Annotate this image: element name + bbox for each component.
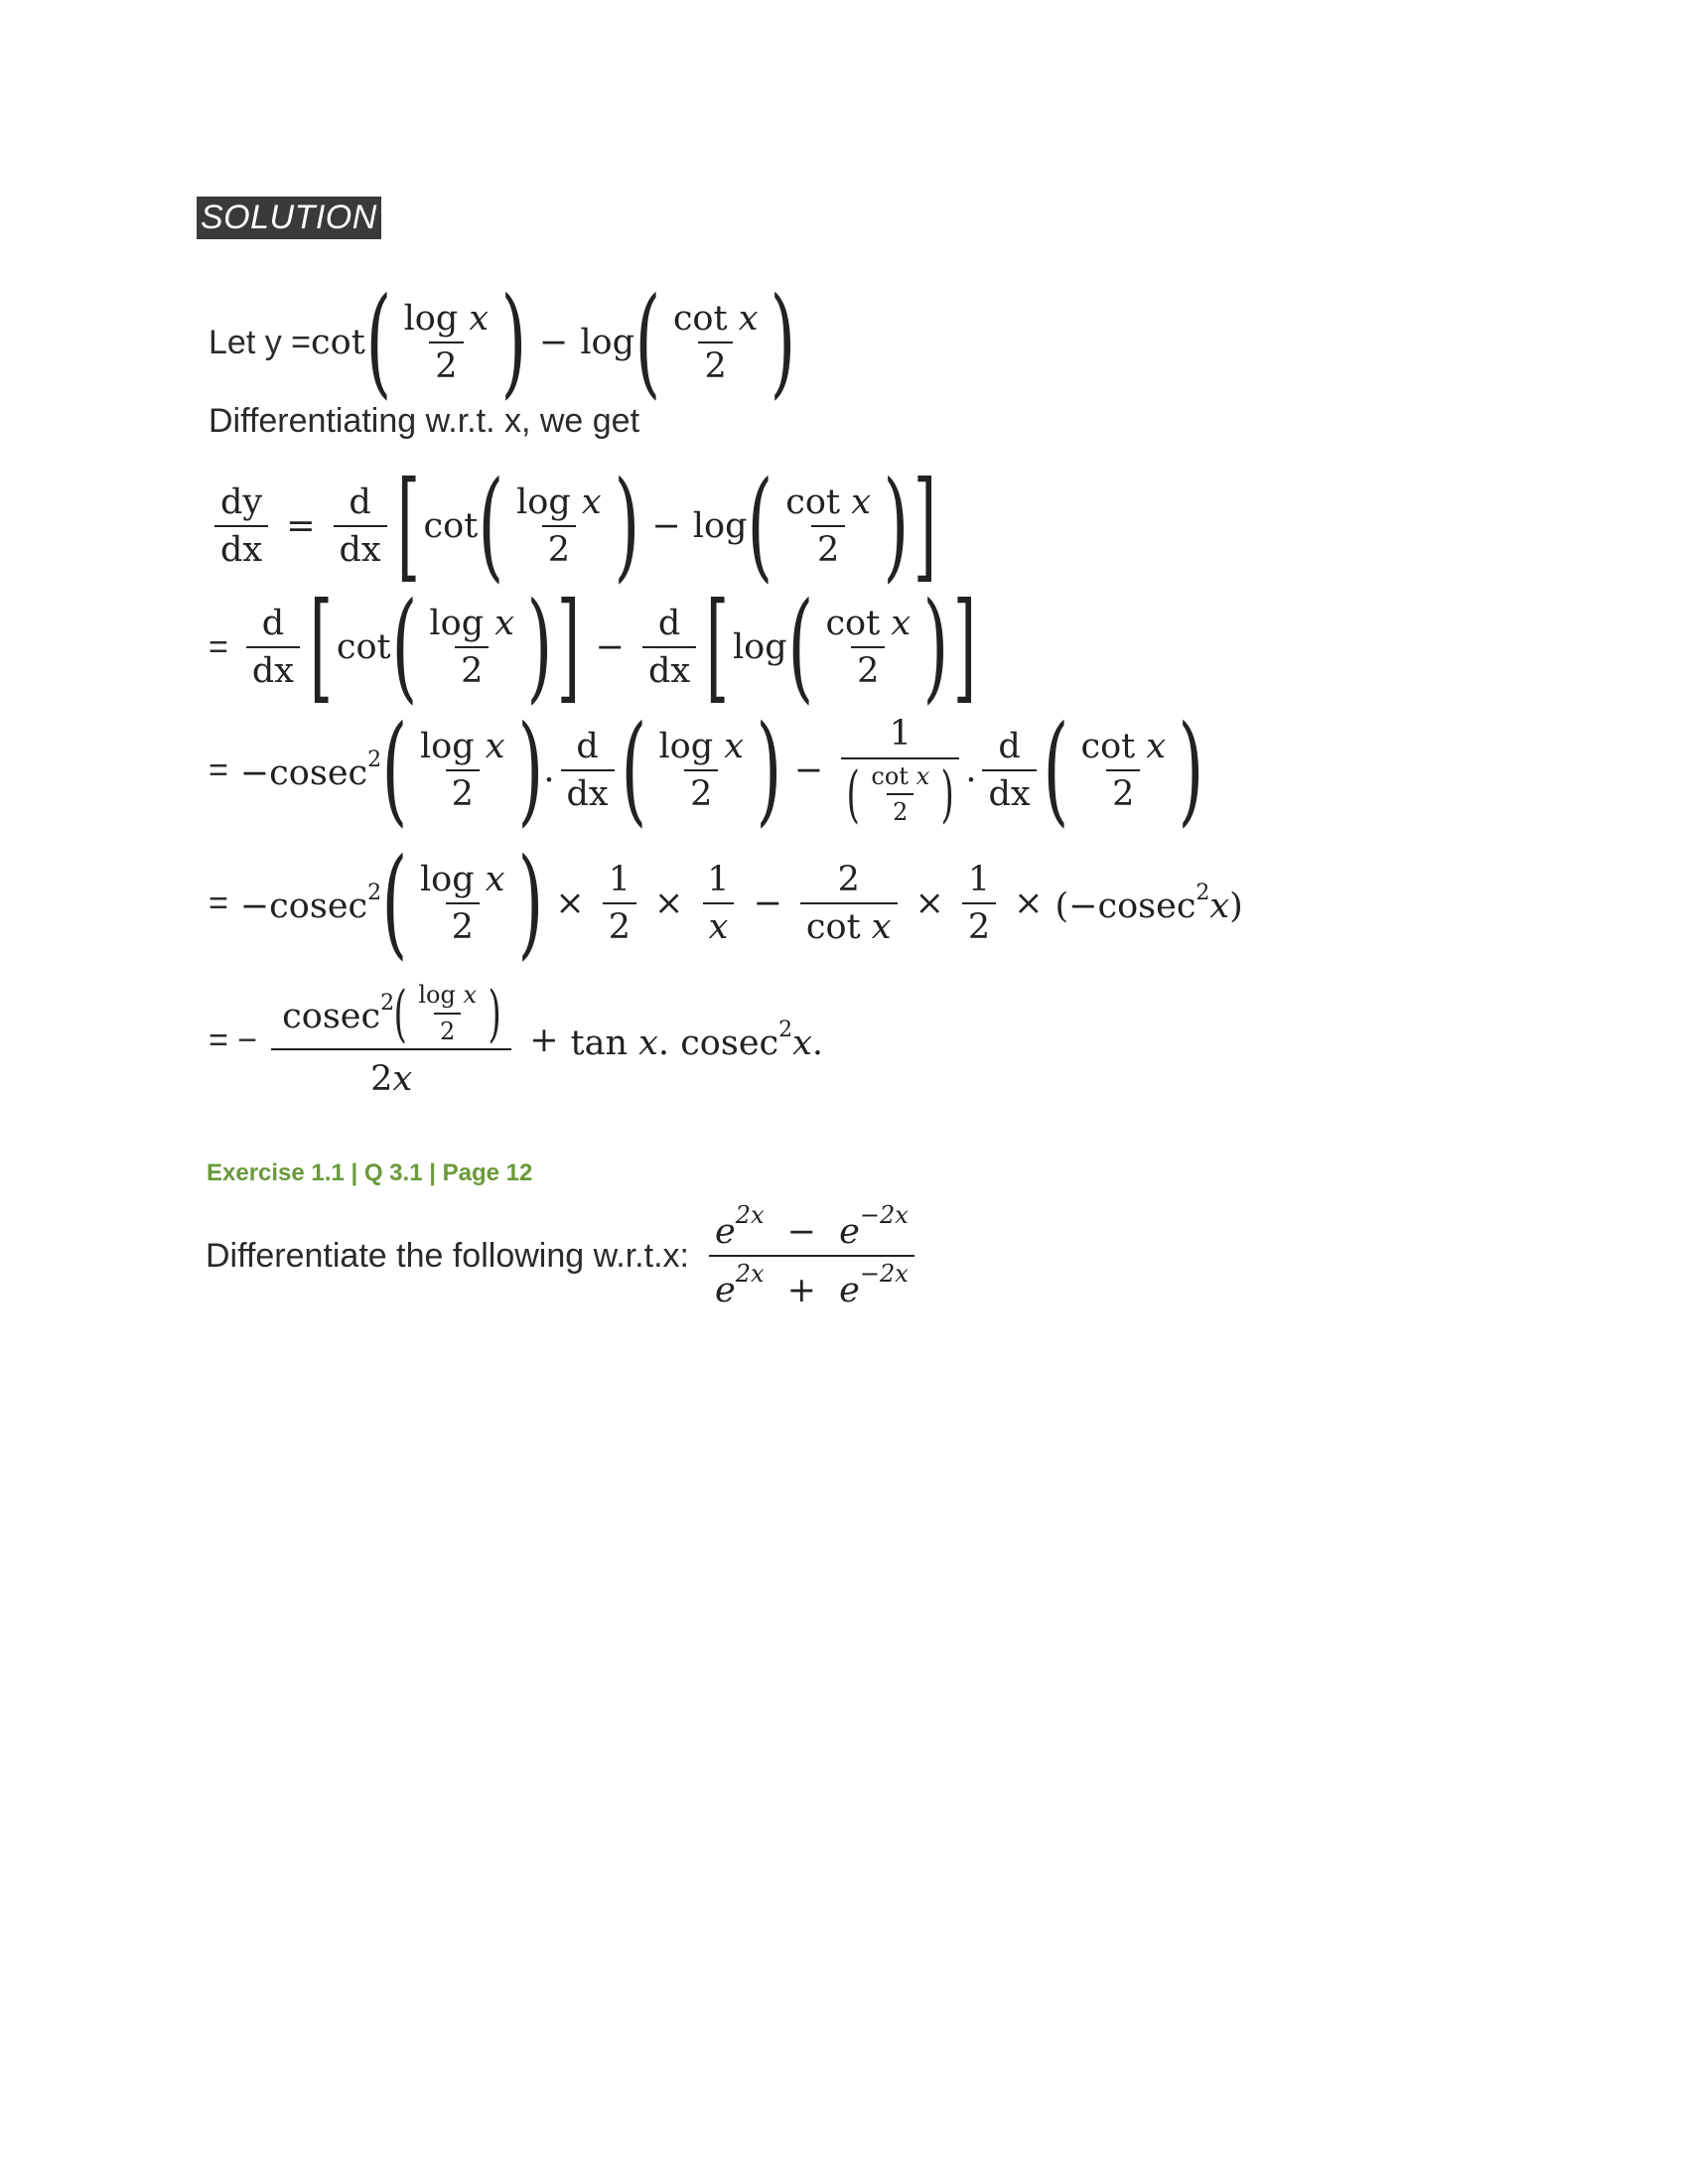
right-paren: ) bbox=[526, 578, 553, 716]
tan-cosec-term: tan x. cosec$^2$x. bbox=[570, 1018, 824, 1063]
fraction-1-over-x: $\frac{1}{x}$ bbox=[701, 861, 735, 947]
right-paren: ) bbox=[517, 701, 543, 839]
minus-sign: − bbox=[538, 323, 569, 362]
exercise-reference: Exercise 1.1 | Q 3.1 | Page 12 bbox=[207, 1160, 533, 1186]
fraction-logx-over-2: $\frac{\text{log x}}{2}$ bbox=[516, 481, 602, 570]
right-paren: ) bbox=[883, 457, 910, 595]
fraction-logx-over-2: $\frac{\text{log x}}{2}$ bbox=[429, 603, 514, 691]
left-bracket: [ bbox=[396, 457, 420, 595]
equation-split-derivative bbox=[209, 578, 980, 716]
fraction-1-over-2: $\frac{1}{2}$ bbox=[962, 861, 996, 947]
right-paren: ) bbox=[500, 273, 527, 411]
right-paren: ) bbox=[1178, 701, 1204, 839]
equation-product bbox=[209, 834, 1243, 972]
left-paren: ( bbox=[478, 457, 504, 595]
right-bracket: ] bbox=[952, 578, 977, 716]
dot-operator: . bbox=[543, 751, 555, 790]
left-bracket: [ bbox=[705, 578, 730, 716]
fraction-logx-over-2: $\frac{\text{log x}}{2}$ bbox=[419, 726, 505, 814]
minus-sign: − bbox=[651, 506, 681, 546]
fraction-d-dx: $\frac{d}{dx}$ bbox=[561, 728, 615, 814]
log-fn: log bbox=[732, 627, 787, 667]
equals-sign: = bbox=[286, 506, 316, 546]
right-paren: ) bbox=[614, 457, 639, 595]
fraction-logx-over-2: $\frac{\text{log x}}{2}$ bbox=[419, 859, 505, 947]
cot-fn: cot bbox=[336, 627, 391, 667]
fraction-logx-over-2: $\frac{\text{log x}}{2}$ bbox=[403, 298, 490, 386]
left-bracket: [ bbox=[309, 578, 334, 716]
left-paren: ( bbox=[787, 578, 813, 716]
minus-sign: − bbox=[793, 751, 824, 790]
right-bracket: ] bbox=[556, 578, 580, 716]
log-fn: log bbox=[692, 506, 748, 546]
fraction-cotx-over-2: $\frac{\text{cot x}}{2}$ bbox=[672, 298, 759, 386]
differentiating-text: Differentiating w.r.t. x, we get bbox=[209, 401, 640, 440]
fraction-dy-dx: $\frac{dy}{dx}$ bbox=[214, 483, 268, 570]
left-paren: ( bbox=[748, 457, 774, 595]
equation-let-y bbox=[209, 273, 796, 411]
times-sign: × bbox=[914, 884, 944, 923]
left-paren: ( bbox=[381, 701, 408, 839]
left-paren: ( bbox=[365, 273, 392, 411]
neg-cosec: −cosec$^2$ bbox=[239, 748, 382, 793]
fraction-result: cosec$^2$ ( $\frac{\text{log x}}{2}$ ) 2x bbox=[271, 982, 511, 1098]
equation-dy-dx bbox=[209, 457, 940, 595]
right-paren: ) bbox=[922, 578, 949, 716]
fraction-1-over-2: $\frac{1}{2}$ bbox=[603, 861, 636, 947]
fraction-d-dx: $\frac{d}{dx}$ bbox=[642, 605, 696, 691]
neg-cosec-squared-x: (−cosec$^2$x) bbox=[1055, 881, 1243, 926]
left-paren: ( bbox=[621, 701, 646, 839]
plus-sign: + bbox=[529, 1021, 559, 1060]
neg-cosec: −cosec$^2$ bbox=[239, 881, 382, 926]
fraction-logx-over-2: $\frac{\text{log x}}{2}$ bbox=[658, 726, 745, 814]
times-sign: × bbox=[1014, 884, 1044, 923]
fraction-1-over-cot: 1 ( $\frac{\text{cot x}}{2}$ ) bbox=[841, 715, 959, 825]
equals-sign: = bbox=[209, 627, 228, 666]
left-paren: ( bbox=[381, 834, 408, 972]
fraction-d-dx: $\frac{d}{dx}$ bbox=[334, 483, 387, 570]
left-paren: ( bbox=[391, 578, 417, 716]
minus-sign: − bbox=[595, 627, 625, 667]
times-sign: × bbox=[555, 884, 585, 923]
fraction-d-dx: $\frac{d}{dx}$ bbox=[246, 605, 300, 691]
fraction-2-over-cotx: $\frac{2}{\text{cot x}}$ bbox=[800, 861, 898, 947]
minus-sign: − bbox=[753, 884, 782, 923]
fraction-cotx-over-2: $\frac{\text{cot x}}{2}$ bbox=[785, 481, 871, 570]
fraction-d-dx: $\frac{d}{dx}$ bbox=[982, 728, 1036, 814]
fraction-cotx-over-2: $\frac{\text{cot x}}{2}$ bbox=[1080, 726, 1167, 814]
equals-sign: = bbox=[209, 751, 228, 789]
right-bracket: ] bbox=[913, 457, 936, 595]
left-paren: ( bbox=[634, 273, 661, 411]
right-paren: ) bbox=[517, 834, 543, 972]
right-paren: ) bbox=[770, 273, 796, 411]
cot-fn: cot bbox=[311, 323, 365, 362]
question-text: Differentiate the following w.r.t.x: bbox=[206, 1236, 689, 1275]
question-line bbox=[206, 1201, 920, 1310]
cot-fn: cot bbox=[423, 506, 479, 546]
log-fn: log bbox=[580, 323, 634, 362]
equals-sign: = bbox=[209, 884, 228, 922]
fraction-cotx-over-2: $\frac{\text{cot x}}{2}$ bbox=[825, 603, 912, 691]
dot-operator: . bbox=[965, 751, 977, 790]
fraction-exponential: $\frac{e^{2x} - e^{-2x}}{e^{2x} + e^{-2x}}$ bbox=[709, 1202, 914, 1310]
equation-result bbox=[209, 971, 823, 1110]
times-sign: × bbox=[653, 884, 684, 923]
equation-chain-rule bbox=[209, 701, 1204, 839]
solution-label: SOLUTION bbox=[197, 197, 381, 239]
let-y-text: Let y = bbox=[209, 323, 312, 361]
equals-minus: = − bbox=[209, 1021, 258, 1059]
right-paren: ) bbox=[756, 701, 782, 839]
left-paren: ( bbox=[1043, 701, 1068, 839]
